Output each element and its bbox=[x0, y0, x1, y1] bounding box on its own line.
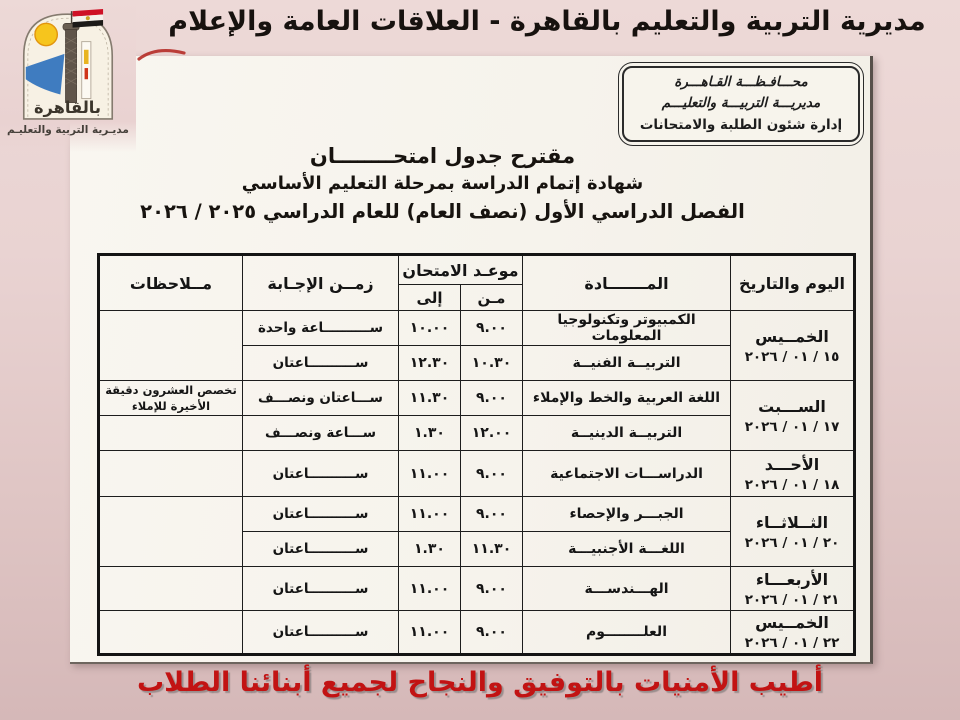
table-row bbox=[99, 567, 855, 611]
col-header-exam-time: موعـد الامتحان bbox=[399, 255, 523, 285]
logo-caption: مديـرية التربية والتعليـم bbox=[7, 124, 129, 136]
day-cell: الخمــيس ١٥ / ٠١ / ٢٠٢٦ bbox=[731, 311, 855, 381]
stamp-line-administration: إدارة شئون الطلبة والامتحانات bbox=[639, 116, 843, 133]
cairo-emblem-icon bbox=[12, 3, 124, 125]
col-header-to: إلى bbox=[399, 285, 461, 311]
title-line-3: الفصل الدراسي الأول (نصف العام) للعام الدراسي ٢٠٢٥ / ٢٠٢٦ bbox=[140, 200, 745, 223]
time-from-cell: ٩.٠٠ bbox=[461, 611, 523, 655]
notes-cell bbox=[99, 416, 243, 451]
subject-cell: التربيــة الدينيــة bbox=[523, 416, 731, 451]
col-header-duration: زمــن الإجـابة bbox=[243, 255, 399, 311]
notes-cell bbox=[99, 311, 243, 381]
time-to-cell: ١١.٠٠ bbox=[399, 451, 461, 497]
time-to-cell: ١١.٠٠ bbox=[399, 497, 461, 532]
footer-wishes: أطيب الأمنيات بالتوفيق والنجاح لجميع أبنائنا الطلاب bbox=[136, 667, 824, 698]
table-row bbox=[99, 497, 855, 532]
duration-cell: ســــــــــاعتان bbox=[243, 611, 399, 655]
logo-city-label: بالقاهرة bbox=[33, 97, 102, 117]
sun-icon bbox=[35, 23, 57, 45]
time-from-cell: ١٠.٣٠ bbox=[461, 346, 523, 381]
col-header-from: مـن bbox=[461, 285, 523, 311]
subject-cell: اللغة العربية والخط والإملاء bbox=[523, 381, 731, 416]
notes-cell bbox=[99, 611, 243, 655]
time-from-cell: ٩.٠٠ bbox=[461, 311, 523, 346]
duration-cell: ســــــــــاعتان bbox=[243, 451, 399, 497]
subject-cell: العلــــــــوم bbox=[523, 611, 731, 655]
subject-cell: الكمبيوتر وتكنولوجيا المعلومات bbox=[523, 311, 731, 346]
exam-schedule-table bbox=[97, 253, 856, 656]
time-from-cell: ١١.٣٠ bbox=[461, 532, 523, 567]
day-cell: الثــلاثــاء ٢٠ / ٠١ / ٢٠٢٦ bbox=[731, 497, 855, 567]
subject-cell: الهـــندســـة bbox=[523, 567, 731, 611]
duration-cell: ســــــــــاعتان bbox=[243, 346, 399, 381]
subject-cell: التربيــة الفنيــة bbox=[523, 346, 731, 381]
subject-cell: الدراســـات الاجتماعية bbox=[523, 451, 731, 497]
time-to-cell: ١١.٣٠ bbox=[399, 381, 461, 416]
day-cell: الخمــيس ٢٢ / ٠١ / ٢٠٢٦ bbox=[731, 611, 855, 655]
time-from-cell: ٩.٠٠ bbox=[461, 381, 523, 416]
title-line-1: مقترح جدول امتحــــــــان bbox=[309, 144, 576, 168]
duration-cell: ســـاعتان ونصـــف bbox=[243, 381, 399, 416]
day-cell: الأحـــد ١٨ / ٠١ / ٢٠٢٦ bbox=[731, 451, 855, 497]
document-title-block bbox=[70, 144, 815, 223]
red-pen-mark-icon bbox=[136, 44, 188, 66]
duration-cell: ســــــــــاعة واحدة bbox=[243, 311, 399, 346]
col-header-day: اليوم والتاريخ bbox=[731, 255, 855, 311]
table-row bbox=[99, 451, 855, 497]
table-row bbox=[99, 381, 855, 416]
time-to-cell: ١٠.٠٠ bbox=[399, 311, 461, 346]
title-line-2: شهادة إتمام الدراسة بمرحلة التعليم الأساسي bbox=[241, 173, 644, 194]
day-cell: الســـبت ١٧ / ٠١ / ٢٠٢٦ bbox=[731, 381, 855, 451]
egypt-flag-icon bbox=[73, 9, 104, 28]
duration-cell: ســـاعة ونصـــف bbox=[243, 416, 399, 451]
scanned-document bbox=[70, 56, 873, 664]
subject-cell: اللغـــة الأجنبيـــة bbox=[523, 532, 731, 567]
stamp-line-governorate: محـــافـظـــة القـاهـــرة bbox=[674, 73, 808, 90]
time-to-cell: ١.٣٠ bbox=[399, 416, 461, 451]
notes-cell bbox=[99, 497, 243, 567]
time-from-cell: ٩.٠٠ bbox=[461, 451, 523, 497]
time-to-cell: ١١.٠٠ bbox=[399, 611, 461, 655]
notes-cell bbox=[99, 451, 243, 497]
official-stamp-box bbox=[618, 62, 864, 146]
notes-cell: تخصص العشرون دقيقة الأخيرة للإملاء bbox=[99, 381, 243, 416]
cairo-education-logo bbox=[0, 0, 136, 152]
time-from-cell: ٩.٠٠ bbox=[461, 567, 523, 611]
table-row bbox=[99, 611, 855, 655]
time-to-cell: ١٢.٣٠ bbox=[399, 346, 461, 381]
time-from-cell: ٩.٠٠ bbox=[461, 497, 523, 532]
day-cell: الأربعـــاء ٢١ / ٠١ / ٢٠٢٦ bbox=[731, 567, 855, 611]
duration-cell: ســــــــــاعتان bbox=[243, 532, 399, 567]
duration-cell: ســــــــــاعتان bbox=[243, 497, 399, 532]
stamp-line-directorate: مديريـــة التربيـــة والتعليـــم bbox=[661, 95, 821, 112]
subject-cell: الجبـــر والإحصاء bbox=[523, 497, 731, 532]
duration-cell: ســــــــــاعتان bbox=[243, 567, 399, 611]
col-header-subject: المـــــــادة bbox=[523, 255, 731, 311]
time-to-cell: ١.٣٠ bbox=[399, 532, 461, 567]
time-from-cell: ١٢.٠٠ bbox=[461, 416, 523, 451]
table-row bbox=[99, 311, 855, 346]
page-title: مديرية التربية والتعليم بالقاهرة - العلاقات العامة والإعلام bbox=[168, 6, 926, 37]
col-header-notes: مــلاحظات bbox=[99, 255, 243, 311]
time-to-cell: ١١.٠٠ bbox=[399, 567, 461, 611]
notes-cell bbox=[99, 567, 243, 611]
